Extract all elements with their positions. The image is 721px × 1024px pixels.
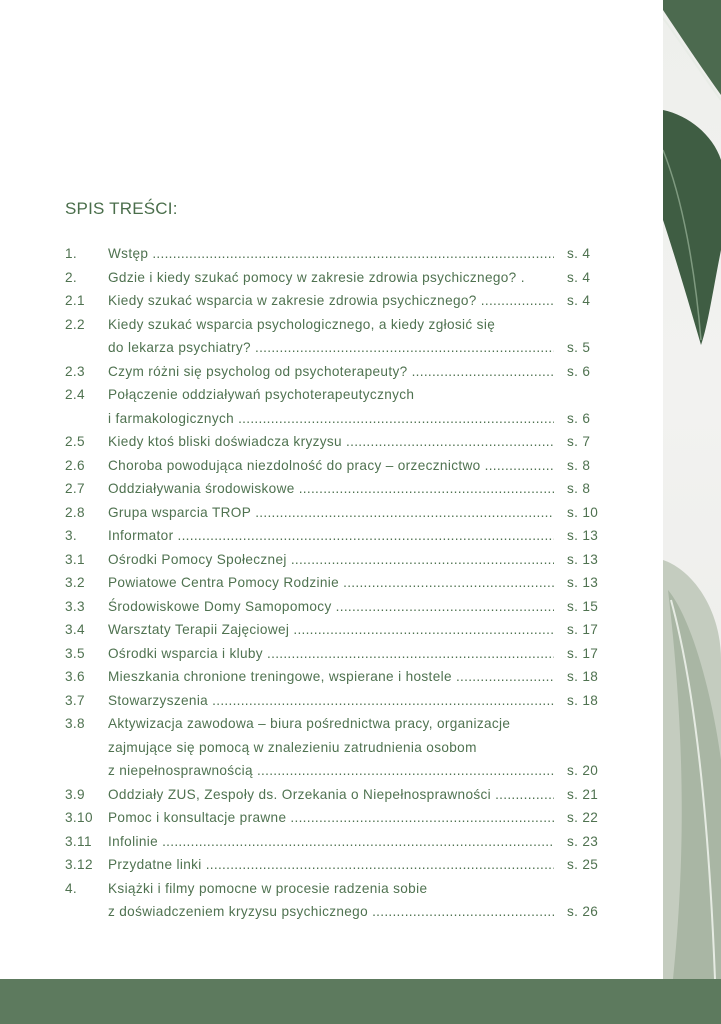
toc-entry-number: 3.9: [65, 786, 85, 802]
toc-entry-continuation[interactable]: [65, 336, 605, 360]
toc-entry[interactable]: [65, 618, 605, 642]
toc-entry[interactable]: [65, 783, 605, 807]
toc-entry-title: Stowarzyszenia .....: [108, 689, 554, 713]
toc-entry-page: s. 8: [567, 457, 591, 473]
toc-entry[interactable]: [65, 313, 605, 337]
toc-entry-page: s. 20: [567, 763, 599, 778]
toc-entry[interactable]: [65, 712, 605, 736]
toc-entry-number: 3.3: [65, 598, 85, 614]
toc-entry-title: Ośrodki Pomocy Społecznej .....: [108, 548, 554, 572]
toc-entry-number: 4.: [65, 880, 78, 896]
toc-entry[interactable]: [65, 806, 605, 830]
toc-entry[interactable]: [65, 524, 605, 548]
toc-entry-title: do lekarza psychiatry? .....: [108, 336, 554, 360]
toc-entry-title: Infolinie .....: [108, 830, 554, 854]
toc-entry-number: 2.8: [65, 504, 85, 520]
toc-entry-title: Warsztaty Terapii Zajęciowej .....: [108, 618, 554, 642]
toc-entry-page: s. 17: [567, 645, 599, 661]
toc-entry[interactable]: [65, 571, 605, 595]
toc-entry-page: s. 4: [567, 246, 591, 261]
toc-entry-number: 2.: [65, 269, 78, 285]
toc-entry[interactable]: [65, 548, 605, 572]
toc-entry-number: 3.12: [65, 857, 93, 872]
toc-entry[interactable]: [65, 830, 605, 854]
toc-entry-page: s. 10: [567, 504, 599, 520]
toc-entry-page: s. 13: [567, 575, 599, 590]
toc-entry-title: Kiedy szukać wsparcia psychologicznego, a kiedy zgłosić się: [108, 316, 496, 332]
toc-entry-title: Pomoc i konsultacje prawne .....: [108, 806, 554, 830]
toc-entry[interactable]: [65, 360, 605, 384]
toc-entry[interactable]: [65, 595, 605, 619]
toc-entry[interactable]: [65, 877, 605, 901]
toc-entry-continuation[interactable]: [65, 759, 605, 783]
toc-entry-number: 3.2: [65, 575, 85, 590]
footer-band: [0, 979, 721, 1024]
toc-entry-continuation[interactable]: [65, 900, 605, 924]
toc-entry-title: Kiedy ktoś bliski doświadcza kryzysu .....: [108, 430, 554, 454]
toc-entry-page: s. 8: [567, 481, 591, 496]
toc-entry-title: z niepełnosprawnością .....: [108, 759, 554, 783]
toc-entry-title: Powiatowe Centra Pomocy Rodzinie .....: [108, 571, 554, 595]
toc-entry[interactable]: [65, 454, 605, 478]
toc-entry[interactable]: [65, 266, 605, 290]
toc-entry-number: 3.5: [65, 645, 85, 661]
toc-entry-page: s. 5: [567, 340, 591, 355]
toc-entry-number: 3.4: [65, 622, 85, 637]
toc-entry-number: 2.7: [65, 481, 85, 496]
toc-entry-title: Oddziały ZUS, Zespoły ds. Orzekania o Niepełnosprawności .....: [108, 783, 554, 807]
toc-entry-number: 2.1: [65, 293, 85, 308]
toc-entry-page: s. 22: [567, 810, 599, 825]
toc-entry-title: Kiedy szukać wsparcia w zakresie zdrowia psychicznego? .....: [108, 289, 554, 313]
toc-entry-page: s. 7: [567, 434, 591, 449]
toc-entry-title: Przydatne linki .....: [108, 853, 554, 877]
toc-entry-page: s. 21: [567, 786, 599, 802]
toc-entry-title: i farmakologicznych .....: [108, 407, 554, 431]
toc-entry[interactable]: [65, 501, 605, 525]
toc-entry-page: s. 4: [567, 269, 591, 285]
toc-entry-title: Gdzie i kiedy szukać pomocy w zakresie zdrowia psychicznego? .: [108, 269, 525, 285]
toc-entry-continuation[interactable]: [65, 407, 605, 431]
toc-entry[interactable]: [65, 242, 605, 266]
toc-entry-title: Połączenie oddziaływań psychoterapeutycznych: [108, 387, 415, 402]
toc-entry-page: s. 26: [567, 904, 599, 919]
toc-entry-page: s. 18: [567, 692, 599, 708]
toc-entry-title: Oddziaływania środowiskowe .....: [108, 477, 554, 501]
toc-entry-number: 3.: [65, 528, 78, 543]
toc-entry[interactable]: [65, 689, 605, 713]
toc-entry-number: 3.10: [65, 810, 93, 825]
toc-entry-number: 2.4: [65, 387, 85, 402]
toc-entry-number: 2.2: [65, 316, 85, 332]
toc-entry-page: s. 13: [567, 528, 599, 543]
toc-entry-page: s. 23: [567, 833, 599, 849]
toc-entry-page: s. 15: [567, 598, 599, 614]
toc-entry[interactable]: [65, 289, 605, 313]
toc-entry-number: 3.11: [65, 833, 92, 849]
table-of-contents: [65, 242, 605, 924]
toc-entry-title: zajmujące się pomocą w znalezieniu zatrudnienia osobom: [108, 739, 477, 755]
toc-entry-page: s. 17: [567, 622, 599, 637]
toc-entry-page: s. 4: [567, 293, 591, 308]
toc-entry-page: s. 6: [567, 410, 591, 426]
toc-entry-title: Ośrodki wsparcia i kluby .....: [108, 642, 554, 666]
toc-entry-title: Książki i filmy pomocne w procesie radzenia sobie: [108, 880, 428, 896]
toc-entry-title: Czym różni się psycholog od psychoterapeuty? .....: [108, 360, 554, 384]
toc-entry-title: Wstęp .....: [108, 242, 554, 266]
toc-entry-title: Środowiskowe Domy Samopomocy .....: [108, 595, 554, 619]
toc-entry-title: Mieszkania chronione treningowe, wspierane i hostele .....: [108, 665, 554, 689]
toc-entry-title: Informator .....: [108, 524, 554, 548]
toc-entry-page: s. 18: [567, 669, 599, 684]
toc-entry[interactable]: [65, 665, 605, 689]
toc-entry-continuation[interactable]: [65, 736, 605, 760]
toc-entry-number: 2.5: [65, 434, 85, 449]
toc-entry-number: 3.1: [65, 551, 85, 567]
toc-entry[interactable]: [65, 383, 605, 407]
page-title: SPIS TREŚCI:: [65, 199, 178, 218]
toc-entry-title: z doświadczeniem kryzysu psychicznego .....: [108, 900, 554, 924]
toc-entry[interactable]: [65, 477, 605, 501]
leaf-icon: [663, 0, 721, 979]
toc-entry-number: 2.3: [65, 363, 85, 379]
toc-entry-page: s. 13: [567, 551, 599, 567]
toc-entry[interactable]: [65, 430, 605, 454]
toc-entry-page: s. 25: [567, 857, 599, 872]
toc-entry-title: Aktywizacja zawodowa – biura pośrednictwa pracy, organizacje: [108, 716, 511, 731]
toc-entry[interactable]: [65, 642, 605, 666]
toc-entry-number: 3.6: [65, 669, 85, 684]
toc-entry-title: Choroba powodująca niezdolność do pracy – orzecznictwo .....: [108, 454, 554, 478]
toc-entry-number: 1.: [65, 246, 78, 261]
toc-entry-page: s. 6: [567, 363, 591, 379]
toc-entry-number: 2.6: [65, 457, 85, 473]
toc-entry-title: Grupa wsparcia TROP .....: [108, 501, 554, 525]
monstera-leaf-image: [663, 0, 721, 979]
toc-entry[interactable]: [65, 853, 605, 877]
toc-entry-number: 3.7: [65, 692, 85, 708]
toc-entry-number: 3.8: [65, 716, 85, 731]
